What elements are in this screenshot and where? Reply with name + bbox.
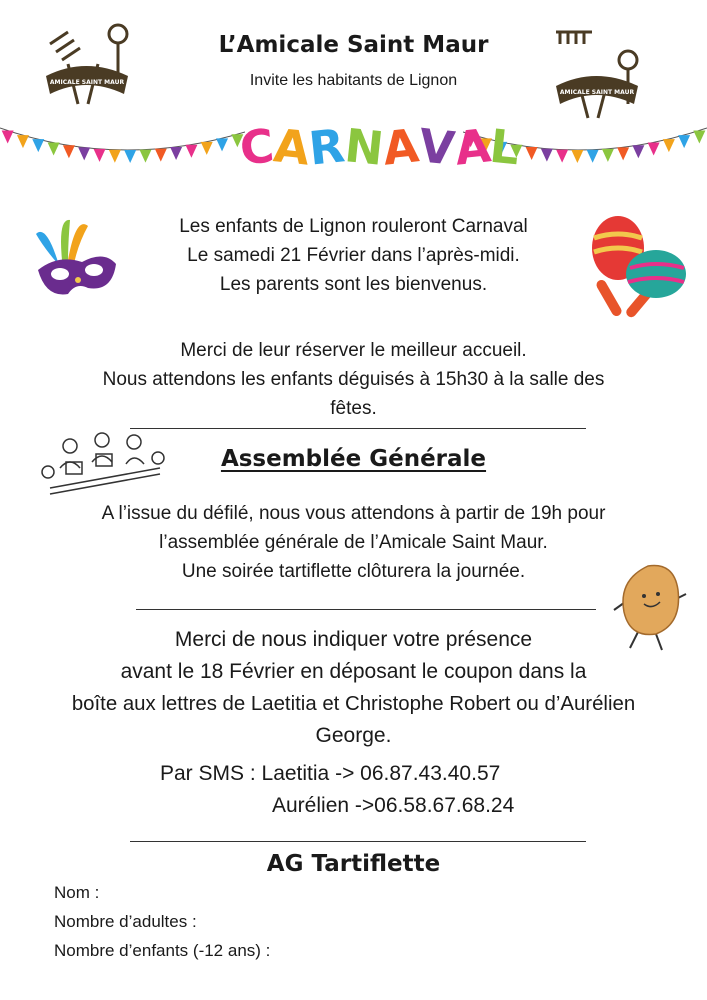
bunting-flag — [526, 147, 538, 160]
bunting-flag — [617, 147, 629, 160]
bunting-flag — [185, 145, 197, 158]
divider — [130, 428, 586, 429]
welcome-line: Nous attendons les enfants déguisés à 15h30 à la salle des — [102, 369, 605, 390]
carnaval-letter: A — [451, 118, 493, 176]
coupon-heading: AG Tartiflette — [266, 851, 441, 877]
divider — [130, 841, 586, 842]
carnaval-letter: N — [342, 118, 387, 176]
carnaval-letter: A — [380, 118, 422, 176]
bunting-flag — [124, 150, 136, 163]
page-subtitle: Invite les habitants de Lignon — [249, 72, 458, 89]
carnaval-line: Les parents sont les bienvenus. — [219, 274, 488, 295]
bunting-flag — [632, 145, 644, 158]
carnaval-welcome — [0, 336, 707, 423]
assembly-line: l’assemblée générale de l’Amicale Saint Maur. — [159, 532, 548, 553]
welcome-line: Merci de leur réserver le meilleur accueil. — [180, 340, 527, 361]
coupon-field-adults[interactable]: Nombre d’adultes : — [54, 912, 197, 931]
carnaval-line: Le samedi 21 Février dans l’après-midi. — [187, 245, 520, 266]
bunting-flag — [663, 139, 675, 152]
bunting-flag — [556, 150, 568, 163]
bunting-flag — [170, 147, 182, 160]
bunting-flag — [216, 138, 228, 151]
carnaval-letter: R — [306, 118, 348, 176]
bunting-flag — [648, 143, 660, 156]
page-title: L’Amicale Saint Maur — [218, 32, 489, 58]
divider — [136, 609, 596, 610]
carnaval-logo — [237, 112, 523, 192]
bunting-flag — [155, 149, 167, 162]
coupon-field-children[interactable]: Nombre d’enfants (-12 ans) : — [54, 941, 271, 960]
bunting-flag — [587, 150, 599, 163]
carnaval-letter: A — [271, 118, 313, 176]
coupon-field-name[interactable]: Nom : — [54, 883, 100, 902]
carnaval-letter: L — [487, 118, 523, 176]
bunting-flag — [678, 135, 690, 148]
assembly-line: Une soirée tartiflette clôturera la journée. — [181, 561, 526, 582]
rsvp-text — [0, 624, 707, 752]
carnaval-letter: V — [416, 118, 458, 176]
bunting-flag — [109, 150, 121, 163]
amicale-logo-left — [38, 14, 134, 114]
bunting-flag — [2, 131, 14, 144]
bunting-flag — [139, 150, 151, 163]
rsvp-line: boîte aux lettres de Laetitia et Christophe Robert ou d’Aurélien — [71, 693, 636, 715]
rsvp-line: avant le 18 Février en déposant le coupon dans la — [120, 660, 587, 683]
assembly-heading — [0, 446, 707, 472]
sms-contact-laetitia: Par SMS : Laetitia -> 06.87.43.40.57 — [160, 762, 501, 785]
bunting-flag — [602, 149, 614, 162]
carnaval-letter: C — [237, 118, 277, 176]
rsvp-line: George. — [315, 724, 392, 747]
bunting-flag — [541, 149, 553, 162]
sms-contact-aurelien: Aurélien ->06.58.67.68.24 — [272, 794, 515, 817]
assembly-heading-text: Assemblée Générale — [220, 446, 487, 472]
carnaval-announcement — [0, 212, 707, 299]
bunting-flag — [48, 143, 60, 156]
bunting-flag — [693, 131, 705, 144]
svg-text:AMICALE SAINT MAUR: AMICALE SAINT MAUR — [559, 89, 635, 96]
bunting-flag — [32, 139, 44, 152]
assembly-line: A l’issue du défilé, nous vous attendons à partir de 19h pour — [101, 503, 606, 524]
assembly-text — [0, 499, 707, 586]
welcome-line: fêtes. — [330, 398, 377, 419]
bunting-flag — [17, 135, 29, 148]
bunting-flag — [94, 149, 106, 162]
coupon-form — [54, 878, 270, 965]
rsvp-line: Merci de nous indiquer votre présence — [174, 628, 533, 651]
bunting-flag — [571, 150, 583, 163]
svg-text:AMICALE SAINT MAUR: AMICALE SAINT MAUR — [49, 79, 125, 86]
bunting-flag — [201, 142, 213, 155]
bunting-flag — [63, 145, 75, 158]
carnaval-line: Les enfants de Lignon rouleront Carnaval — [179, 216, 528, 237]
bunting-flag — [78, 147, 90, 160]
bunting-left — [0, 118, 245, 178]
